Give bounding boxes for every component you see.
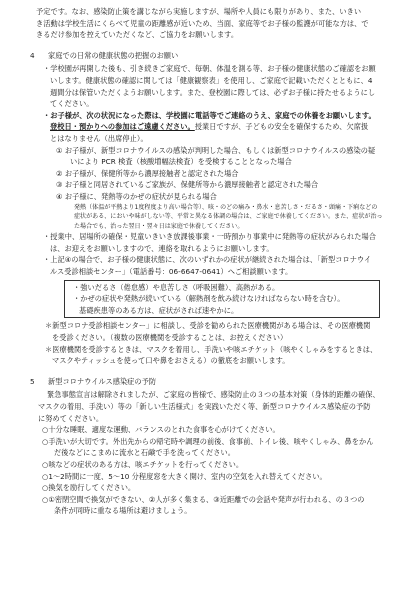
list-item: ○十分な睡眠、適度な運動、バランスのとれた食事を心がけてください。 [42, 425, 280, 435]
bold-notice-line: ・お子様が、次の状況になった際は、学校園に電話等でご連絡のうえ、家庭での休養をお願いします。 [43, 110, 376, 120]
item-marker: ② [56, 168, 63, 178]
condition-item [26, 191, 398, 203]
bullet-rest-at-home [26, 110, 398, 145]
note-line: 症状がある、においや味がしない等、平常と異なる体調の場合は、ご家庭で休養してください。また、症状が治っ [74, 213, 383, 221]
section-title: 家庭での日常の健康状態の把握のお願い [48, 50, 179, 60]
section-heading [26, 50, 398, 62]
text-line: 予定です。なお、感染防止策を講じながら実施しますが、場所や人員にも限りがあり、また、いきい [36, 7, 362, 16]
condition-item [26, 179, 398, 191]
text-line: 週間分は保管いただくようお願いします。また、登校園に際しては、必ずお子様に持たせるようにし [50, 87, 376, 97]
text-line: ・学校園が再開した後も、引き続きご家庭で、毎朝、体温を測る等、お子様の健康状態のご確認をお願 [43, 64, 376, 74]
text-line: いします。健康状態の確認に関しては「健康観察表」を使用し、ご家庭で記載いただくとともに、4 [50, 75, 373, 85]
text-line: に努めてください。 [38, 413, 104, 423]
section-heading [26, 376, 398, 388]
list-item: ○①密閉空間で換気ができない、②人が多く集まる、③近距離での会話や発声が行われる、の３つの [42, 494, 365, 504]
list-item: ○1～2時間に一度、5～10 分程度窓を大きく開け、室内の空気を入れ替えてください。 [42, 471, 327, 481]
text-line: だ後などにこまめに流水と石鹸で手を洗ってください。 [54, 448, 235, 458]
text-line: ＊医療機関を受診するときは、マスクを着用し、手洗いや咳エチケット（咳やくしゃみをするときは、 [45, 344, 378, 354]
item-marker: ① [56, 145, 63, 155]
list-item: ○咳などの症状のある方は、咳エチケットを行ってください。 [42, 459, 244, 469]
text-line: 条件が同時に重なる場所は避けましょう。 [54, 506, 192, 516]
text-line: 緊急事態宣言は解除されましたが、ご家庭の皆様で、感染防止の３つの基本対策（身体的距離の確保、 [47, 390, 380, 400]
section-number: 5 [30, 376, 35, 386]
bullet-fever-at-school [26, 231, 398, 254]
document-page [26, 6, 398, 517]
text-fragment: 授業日ですが、子どもの安全を確保するため、欠席扱 [194, 122, 369, 132]
text-line: マスクの着用、手洗い）等の「新しい生活様式」を実践いただく等、新型コロナウイルス感染症の予防 [38, 402, 371, 411]
prevention-list [26, 424, 398, 517]
text-line: ＊新型コロナ受診相談センター」に相談し、受診を勧められた医療機関がある場合は、その医療機関 [45, 321, 371, 331]
text-line: マスクやティッシュを使って口や鼻をおさえる）の徹底をお願いします。 [52, 356, 290, 366]
star-note-1 [26, 320, 398, 343]
text-line: ルス受診相談センター」（電話番号：06-6647-0641）へご相談願います。 [50, 267, 293, 277]
text-line: ・授業中、居場所の確保・児童いきいき放課後事業・一時預かり事業中に発熱等の症状がみられた場合 [43, 232, 376, 242]
intro-paragraph [26, 6, 398, 41]
section-4 [26, 50, 398, 367]
bold-underlined-notice: 登校日・預かりへの参加はご遠慮ください。 [50, 122, 195, 132]
list-item: ○手洗いが大切です。外出先からの帰宅時や調理の前後、食事前、トイレ後、咳やくしゃみ、鼻をかん [42, 436, 374, 446]
text-line: とはなりません（出席停止）。 [50, 133, 148, 143]
box-line: 基礎疾患等のある方は、症状がされば速やかに。 [79, 305, 239, 315]
condition-item [26, 168, 398, 180]
section-5-body [26, 389, 398, 424]
text-line: ・上記④の場合で、お子様の健康状態に、次のいずれかの症状が継続された場合は、「新型コロナウイ [43, 255, 372, 265]
item-marker: ④ [56, 191, 63, 201]
text-line: てください。 [50, 99, 94, 109]
box-line: ・かぜの症状や発熱が続いている（解熱剤を飲み続けなければならない時を含む）。 [73, 294, 345, 304]
text-line: いにより PCR 検査（核酸増幅法検査）を受検することとなった場合 [70, 157, 292, 167]
section-number: 4 [30, 50, 35, 60]
star-note-2 [26, 344, 398, 367]
condition-list [26, 145, 398, 203]
text-line: は、お迎えをお願いしますので、連絡を取れるようにお願いします。 [50, 243, 274, 253]
section-title: 新型コロナウイルス感染症の予防 [48, 376, 157, 386]
note-line: た場合でも、治った翌日・翌々日は家庭で休養してください。 [74, 222, 244, 230]
list-item: ○換気を励行してください。 [42, 483, 136, 493]
condition-item [26, 145, 398, 157]
text-line: を受診ください。（複数の医療機関を受診することは、お控えください） [52, 333, 288, 343]
box-line: ・強いだるさ（倦怠感）や息苦しさ（呼吸困難）、高熱がある。 [73, 282, 280, 292]
symptom-note [26, 203, 398, 232]
bullet-consultation [26, 254, 398, 277]
bullet-health-check [26, 63, 398, 109]
item-text: お子様と同居されているご家族が、保健所等から濃厚接触者と認定された場合 [64, 180, 319, 190]
note-line: 発熱（体温が平熱より1度程度より高い場合等）、咳・のどの痛み・鼻水・息苦しさ・だるさ・頭痛・下痢などの [74, 203, 378, 211]
text-line: きるだけ参加を控えていただくなど、ご協力をお願いします。 [36, 30, 239, 40]
item-marker: ③ [56, 180, 63, 190]
item-text: お子様が、保健所等から濃厚接触者と認定された場合 [64, 168, 239, 178]
item-text: お子様に、発熱等のかぜの症状が見られる場合 [64, 191, 217, 201]
symptom-box [64, 280, 380, 319]
text-line: き活動は学校生活にくらべて児童の距離感が近いため、当面、家庭等でお子様の監護が可能な方は、で [36, 18, 369, 28]
section-5 [26, 376, 398, 517]
item-text: お子様が、新型コロナウイルスの感染が判明した場合、もしくは新型コロナウイルスの感染の疑 [64, 145, 376, 155]
